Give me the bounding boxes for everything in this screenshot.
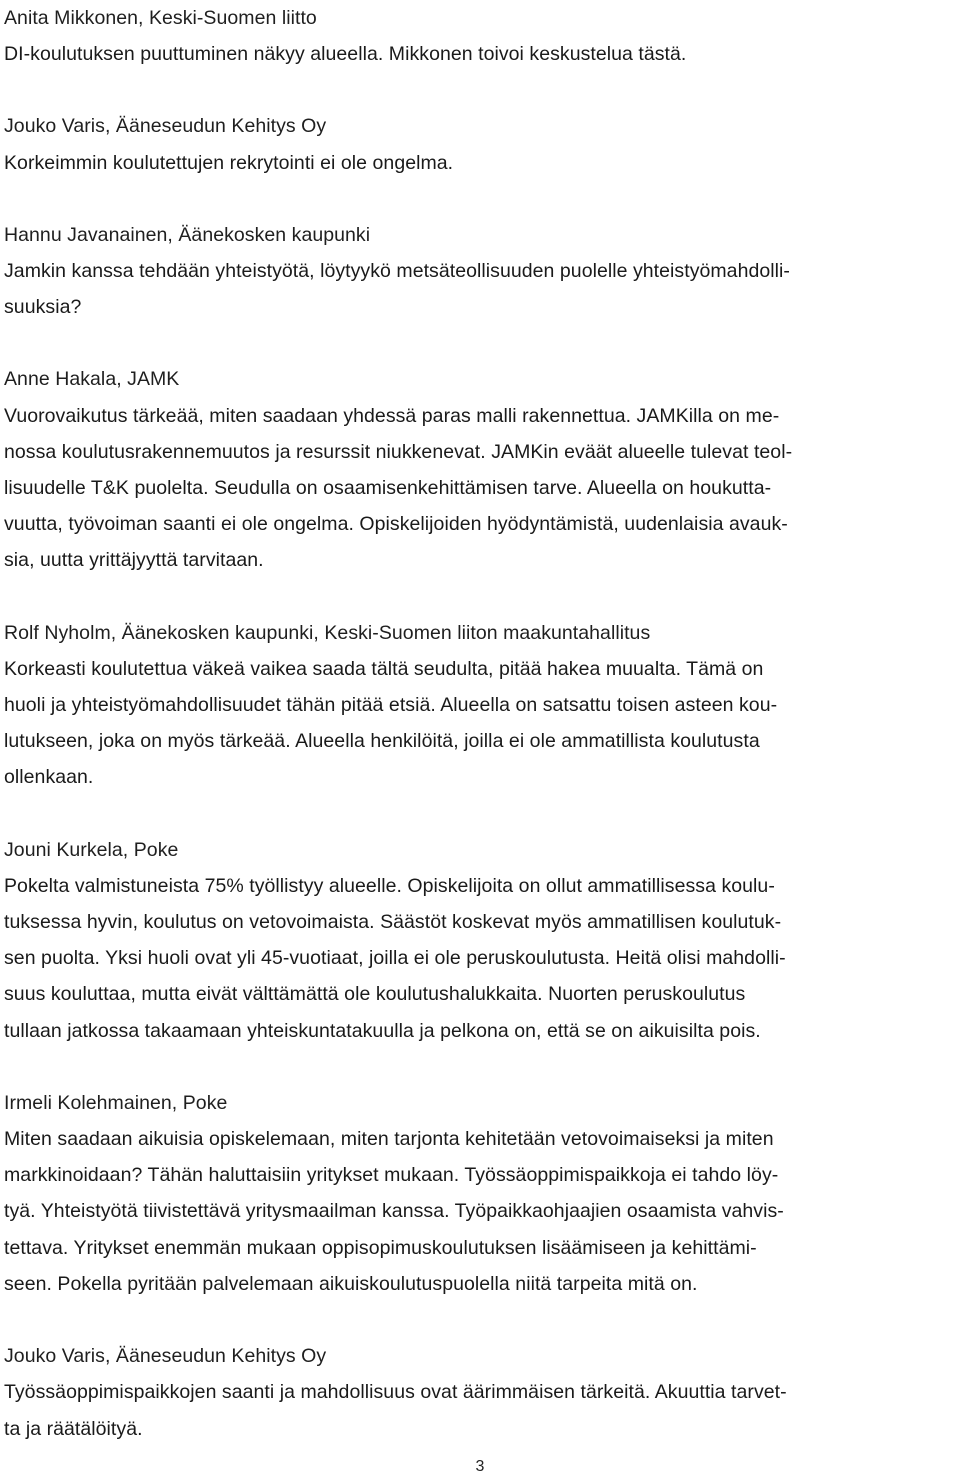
- statement-line: ollenkaan.: [4, 766, 94, 789]
- statement-line: lutukseen, joka on myös tärkeää. Alueella henkilöitä, joilla ei ole ammatillista koulutusta: [4, 730, 760, 753]
- entry-rolf-nyholm: [4, 615, 956, 796]
- statement-line: suus kouluttaa, mutta eivät välttämättä ole koulutushalukkaita. Nuorten peruskoulutus: [4, 983, 746, 1006]
- speaker-name: Anita Mikkonen, Keski-Suomen liitto: [4, 7, 317, 29]
- statement-line: tyä. Yhteistyötä tiivistettävä yritysmaailman kanssa. Työpaikkaohjaajien osaamista vahvis-: [4, 1200, 784, 1223]
- statement-line: markkinoidaan? Tähän haluttaisiin yritykset mukaan. Työssäoppimispaikkoja ei tahdo löy-: [4, 1164, 779, 1187]
- speaker-name: Jouko Varis, Ääneseudun Kehitys Oy: [4, 1345, 327, 1368]
- speaker-name: Irmeli Kolehmainen, Poke: [4, 1091, 228, 1114]
- statement-line: lisuudelle T&K puolelta. Seudulla on osaamisenkehittämisen tarve. Alueella on houkutta-: [4, 477, 772, 500]
- speaker-name: Anne Hakala, JAMK: [4, 368, 180, 391]
- statement-line: sen puolta. Yksi huoli ovat yli 45-vuotiaat, joilla ei ole peruskoulutusta. Heitä olisi mahdolli-: [4, 947, 786, 970]
- statement-line: huoli ja yhteistyömahdollisuudet tähän pitää etsiä. Alueella on satsattu toisen asteen kou-: [4, 694, 778, 717]
- entry-hannu-javanainen: [4, 217, 956, 326]
- entry-jouni-kurkela: [4, 832, 956, 1049]
- speaker-name: Jouni Kurkela, Poke: [4, 838, 179, 861]
- speaker-name: Jouko Varis, Ääneseudun Kehitys Oy: [4, 115, 327, 138]
- statement-line: tettava. Yritykset enemmän mukaan oppisopimuskoulutuksen lisäämiseen ja kehittämi-: [4, 1236, 757, 1259]
- speaker-name: Rolf Nyholm, Äänekosken kaupunki, Keski-Suomen liiton maakuntahallitus: [4, 621, 651, 644]
- entry-jouko-varis-2: [4, 1338, 956, 1447]
- statement-line: seen. Pokella pyritään palvelemaan aikuiskoulutuspuolella niitä tarpeita mitä on.: [4, 1272, 698, 1295]
- statement-line: Jamkin kanssa tehdään yhteistyötä, löytyykö metsäteollisuuden puolelle yhteistyömahdolli-: [4, 260, 790, 283]
- statement-line: DI-koulutuksen puuttuminen näkyy alueella. Mikkonen toivoi keskustelua tästä.: [4, 43, 687, 66]
- statement-line: nossa koulutusrakennemuutos ja resurssit niukkenevat. JAMKin eväät alueelle tulevat teol-: [4, 440, 793, 463]
- statement-line: ta ja räätälöityä.: [4, 1417, 143, 1440]
- entry-anne-hakala: [4, 361, 956, 578]
- statement-line: vuutta, työvoiman saanti ei ole ongelma. Opiskelijoiden hyödyntämistä, uudenlaisia avauk-: [4, 513, 788, 536]
- statement-line: tuksessa hyvin, koulutus on vetovoimaista. Säästöt koskevat myös ammatillisen koulutuk-: [4, 911, 782, 934]
- statement-line: Vuorovaikutus tärkeää, miten saadaan yhdessä paras malli rakennettua. JAMKilla on me-: [4, 404, 780, 427]
- statement-line: suuksia?: [4, 296, 82, 319]
- document-page: [4, 0, 956, 1447]
- statement-line: Korkeimmin koulutettujen rekrytointi ei ole ongelma.: [4, 151, 454, 174]
- speaker-name: Hannu Javanainen, Äänekosken kaupunki: [4, 223, 371, 246]
- statement-line: Miten saadaan aikuisia opiskelemaan, miten tarjonta kehitetään vetovoimaiseksi ja miten: [4, 1128, 774, 1151]
- statement-line: tullaan jatkossa takaamaan yhteiskuntatakuulla ja pelkona on, että se on aikuisilta pois.: [4, 1019, 761, 1042]
- statement-line: sia, uutta yrittäjyyttä tarvitaan.: [4, 549, 264, 572]
- entry-irmeli-kolehmainen: [4, 1085, 956, 1302]
- statement-line: Korkeasti koulutettua väkeä vaikea saada tältä seudulta, pitää hakea muualta. Tämä on: [4, 657, 764, 680]
- page-number: 3: [475, 1458, 485, 1475]
- statement-line: Pokelta valmistuneista 75% työllistyy alueelle. Opiskelijoita on ollut ammatillisessa koulu-: [4, 874, 775, 897]
- entry-anita-mikkonen: [4, 0, 956, 72]
- entry-jouko-varis-1: [4, 108, 956, 180]
- statement-line: Työssäoppimispaikkojen saanti ja mahdollisuus ovat äärimmäisen tärkeitä. Akuuttia tarvet-: [4, 1381, 787, 1404]
